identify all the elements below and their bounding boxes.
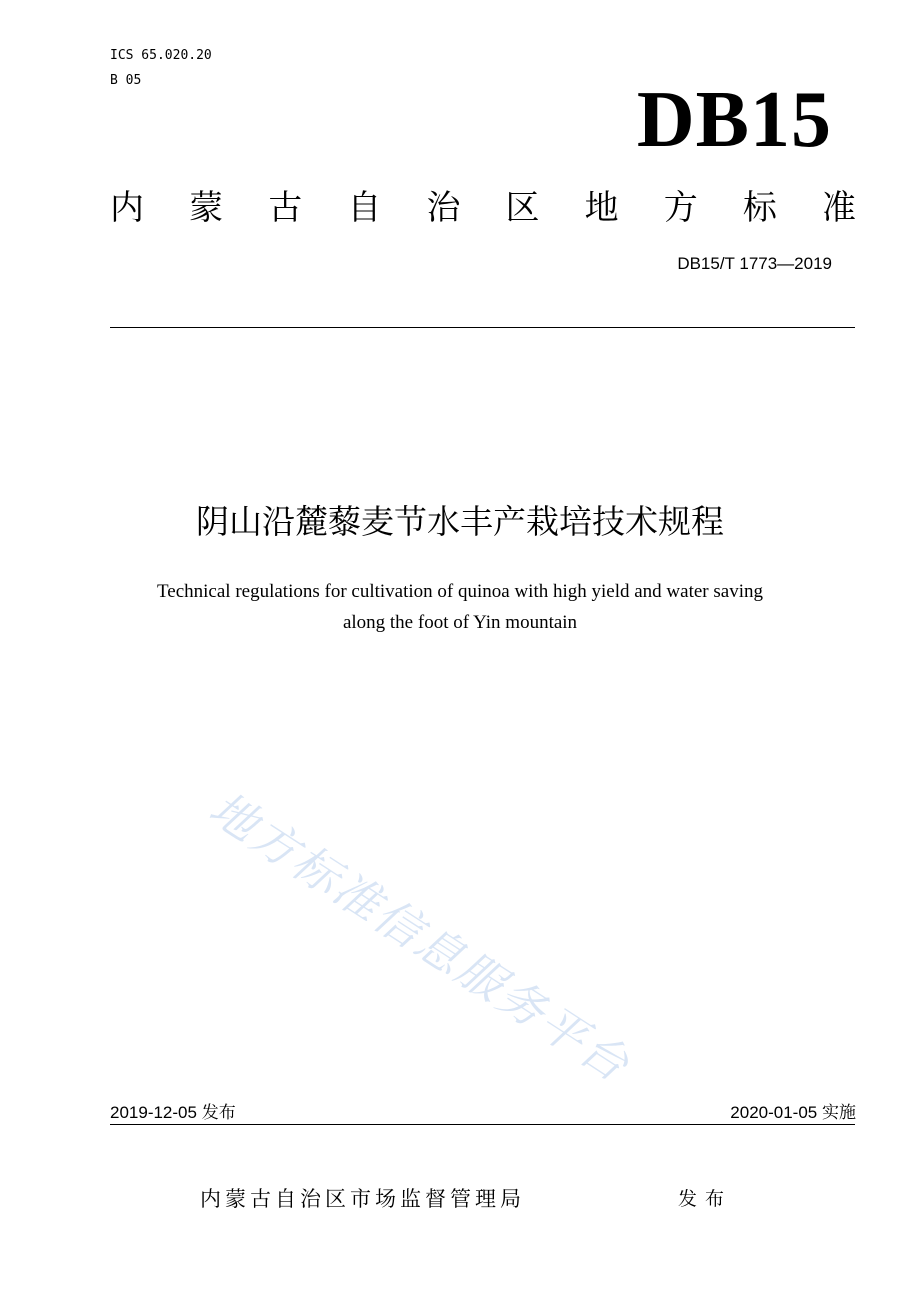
footer-divider xyxy=(110,1124,855,1125)
title-chinese: 阴山沿麓藜麦节水丰产栽培技术规程 xyxy=(196,502,724,541)
db-mark: DB15 xyxy=(636,76,832,164)
ccs-code: B 05 xyxy=(110,73,142,88)
issue-date: 2019-12-05 xyxy=(110,1103,197,1122)
standard-type-char: 标 xyxy=(742,187,777,228)
standard-type-char: 内 xyxy=(110,187,144,228)
implement-date: 2020-01-05 xyxy=(730,1103,818,1122)
standard-type-char: 方 xyxy=(663,187,698,228)
watermark: 地方标准信息服务平台 xyxy=(200,780,641,1093)
issue-date-line xyxy=(110,1102,236,1124)
standard-type-char: 治 xyxy=(426,187,461,228)
standard-type-char: 蒙 xyxy=(189,187,224,228)
ics-code: ICS 65.020.20 xyxy=(110,48,212,63)
standard-type-char: 地 xyxy=(584,187,619,228)
standard-type-heading xyxy=(110,176,856,232)
title-english-line2: along the foot of Yin mountain xyxy=(342,612,578,633)
standard-type-char: 自 xyxy=(347,187,382,228)
standard-type-char: 区 xyxy=(505,187,540,228)
issuing-authority: 内蒙古自治区市场监督管理局 xyxy=(200,1187,525,1211)
standard-type-char: 古 xyxy=(268,187,303,228)
title-english-line1: Technical regulations for cultivation of quinoa with high yield and water saving xyxy=(157,581,763,602)
standard-number: DB15/T 1773—2019 xyxy=(677,254,832,273)
implement-date-label: 实施 xyxy=(822,1103,856,1123)
header-divider xyxy=(110,327,855,328)
issue-word: 发布 xyxy=(678,1188,733,1210)
issue-date-label: 发布 xyxy=(201,1103,236,1123)
implement-date-line xyxy=(730,1102,856,1124)
standard-type-char: 准 xyxy=(821,187,856,228)
